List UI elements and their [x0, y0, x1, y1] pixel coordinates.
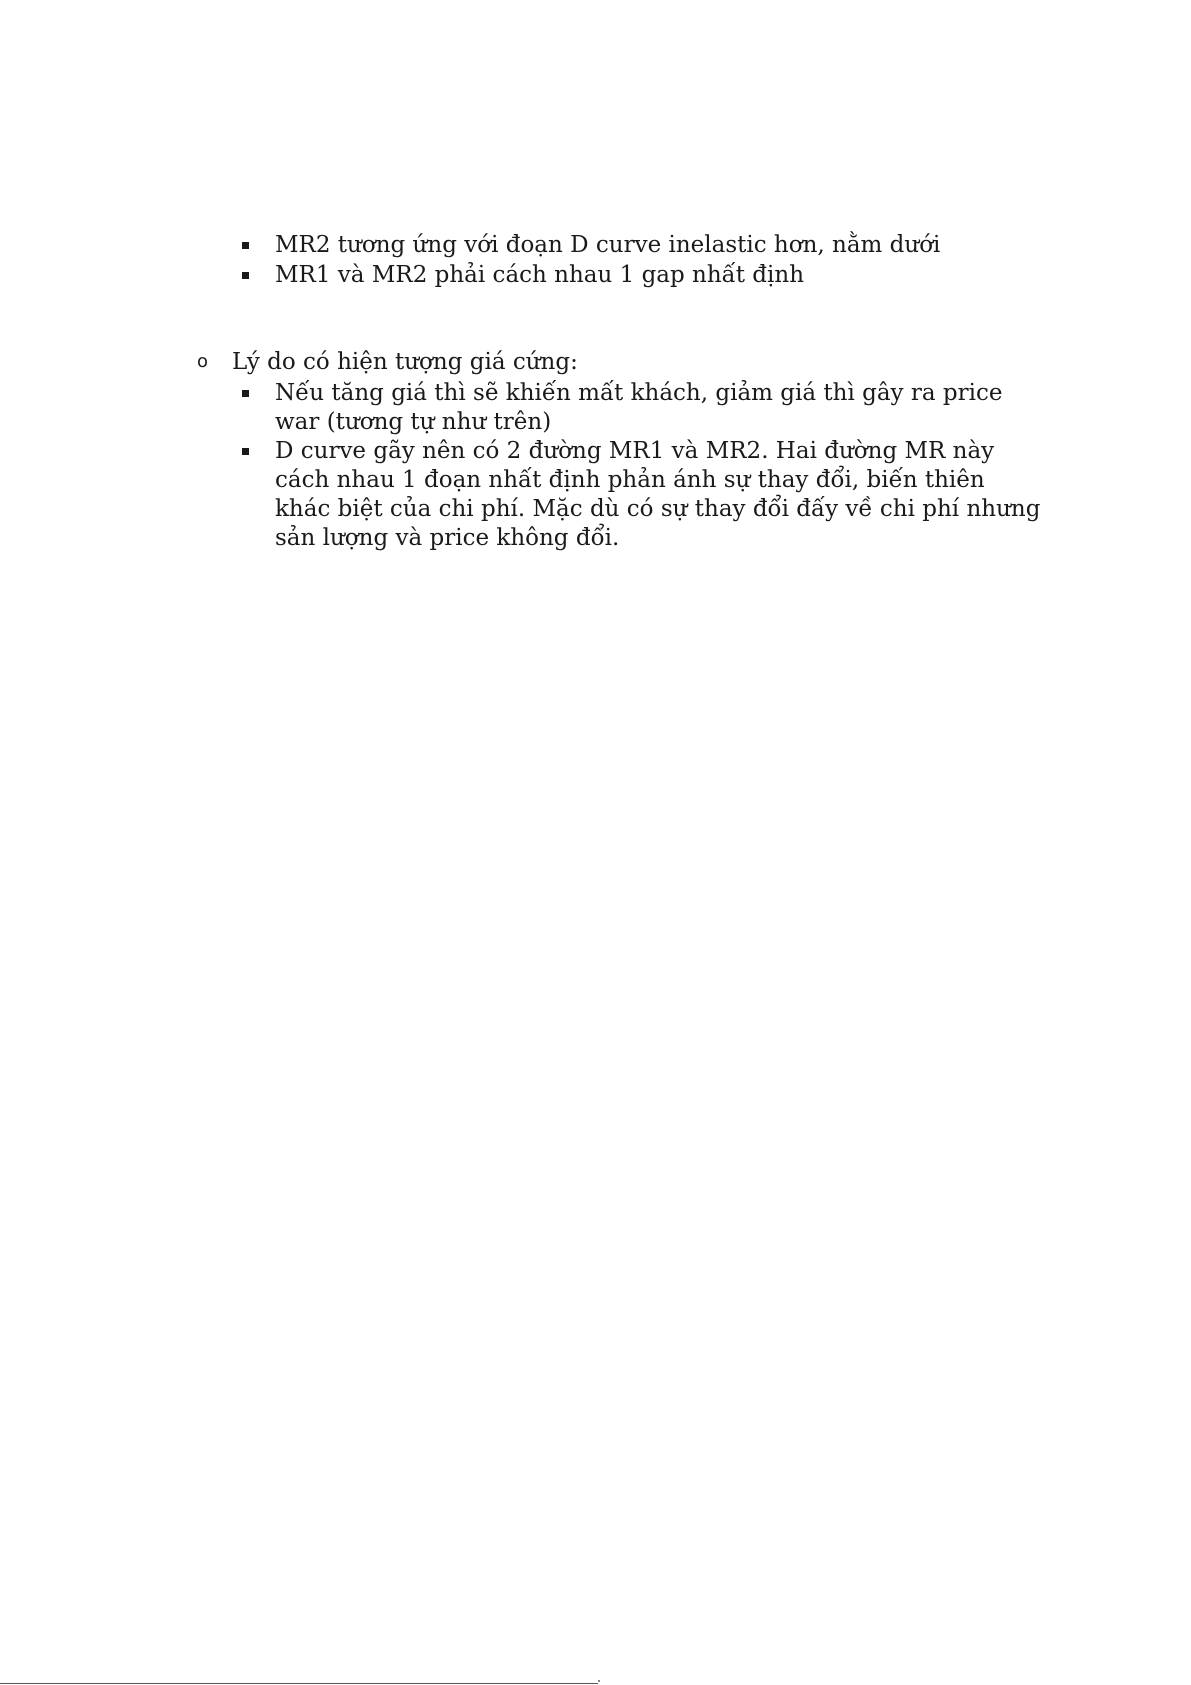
list-item: MR2 tương ứng với đoạn D curve inelastic hơn, nằm dưới: [275, 232, 941, 258]
list-item-line: sản lượng và price không đổi.: [275, 525, 620, 551]
list-item: MR1 và MR2 phải cách nhau 1 gap nhất định: [275, 262, 805, 288]
footnote-separator-tick: [598, 1680, 600, 1682]
circle-bullet-icon: o: [197, 351, 209, 372]
square-bullet-icon: [242, 448, 249, 455]
list-item-line: D curve gãy nên có 2 đường MR1 và MR2. Hai đường MR này: [275, 438, 995, 464]
list-item-line: khác biệt của chi phí. Mặc dù có sự thay đổi đấy về chi phí nhưng: [275, 496, 1041, 522]
list-item-line: cách nhau 1 đoạn nhất định phản ánh sự thay đổi, biến thiên: [275, 467, 985, 493]
list-item-line: Nếu tăng giá thì sẽ khiến mất khách, giảm giá thì gây ra price: [275, 380, 1003, 406]
list-item-line: war (tương tự như trên): [275, 409, 552, 435]
footnote-separator: [0, 1683, 598, 1684]
square-bullet-icon: [242, 390, 249, 397]
square-bullet-icon: [242, 242, 249, 249]
section-heading: Lý do có hiện tượng giá cứng:: [232, 349, 578, 375]
square-bullet-icon: [242, 272, 249, 279]
